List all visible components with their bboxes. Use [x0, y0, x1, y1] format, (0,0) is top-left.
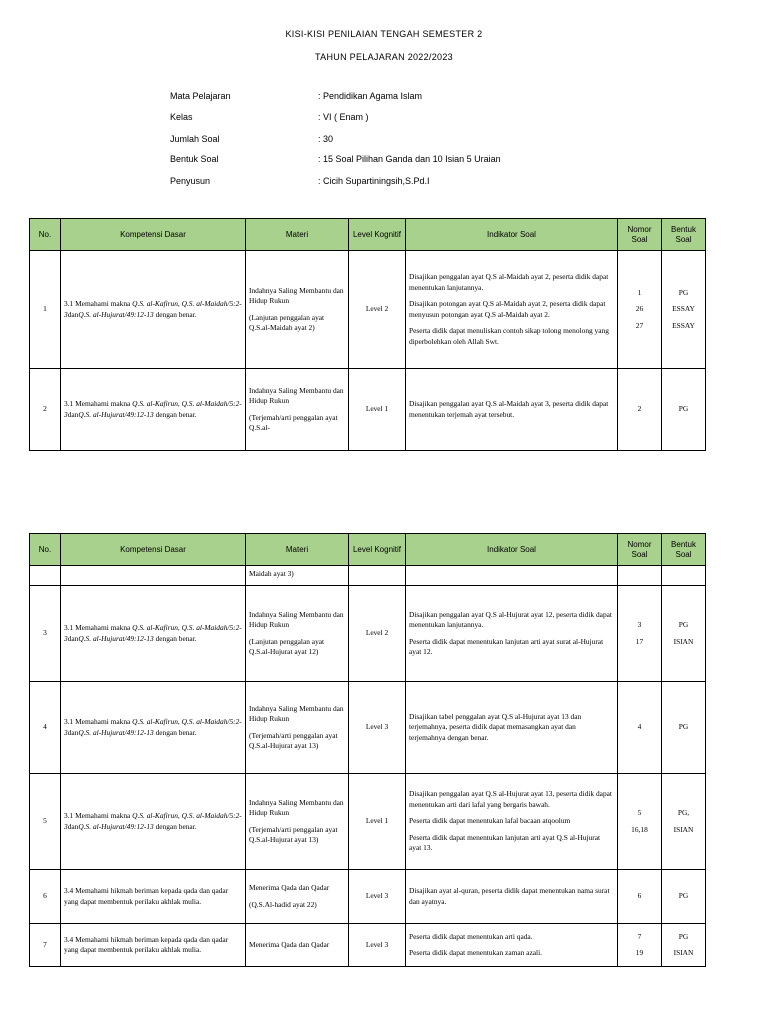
nomor-soal: 7 19 — [618, 924, 662, 967]
col-header-nomor: Nomor Soal — [618, 219, 662, 251]
col-header-kompetensi: Kompetensi Dasar — [61, 219, 246, 251]
kompetensi-dasar: 3.4 Memahami hikmah beriman kepada qada dan qadar yang dapat membentuk perilaku akhlak mulia. — [61, 870, 246, 924]
materi: Maidah ayat 3) — [246, 566, 349, 586]
meta-value-subject: : Pendidikan Agama Islam — [318, 91, 423, 101]
nomor-soal: 2 — [618, 369, 662, 451]
bentuk-soal: PG — [662, 369, 706, 451]
bentuk-soal: PG — [662, 870, 706, 924]
col-header-bentuk: Bentuk Soal — [662, 534, 706, 566]
table-row — [30, 251, 706, 369]
indikator-soal: Disajikan tabel penggalan ayat Q.S al-Hujurat ayat 13 dan terjemahnya, peserta didik dapat memasangkan ayat dan terjemahnya dengan benar. — [406, 682, 618, 774]
meta-label-count: Jumlah Soal — [170, 134, 220, 144]
table-row — [30, 774, 706, 870]
col-header-level: Level Kognitif — [349, 534, 406, 566]
table-row — [30, 870, 706, 924]
table-row-continuation — [30, 566, 706, 586]
table-row — [30, 924, 706, 967]
row-number: 6 — [30, 870, 61, 924]
col-header-bentuk: Bentuk Soal — [662, 219, 706, 251]
col-header-materi: Materi — [246, 219, 349, 251]
meta-label-class: Kelas — [170, 112, 193, 122]
col-header-indikator: Indikator Soal — [406, 219, 618, 251]
meta-value-count: : 30 — [318, 134, 334, 144]
row-number: 7 — [30, 924, 61, 967]
level-kognitif: Level 2 — [349, 251, 406, 369]
indikator-soal: Disajikan penggalan ayat Q.S al-Maidah ayat 2, peserta didik dapat menentukan lanjutannya. Disajikan potongan ayat Q.S al-Maidah ayat 2, peserta didik dapat menyusun potongan ayat Q.S al-Maidah ayat 2. Peserta didik dapat menuliskan contoh sikap tolong menolong yang diperbolehkan oleh Allah Swt. — [406, 251, 618, 369]
level-kognitif: Level 3 — [349, 870, 406, 924]
col-header-no: No. — [30, 534, 61, 566]
nomor-soal: 3 17 — [618, 586, 662, 682]
meta-value-form: : 15 Soal Pilihan Ganda dan 10 Isian 5 Uraian — [318, 154, 501, 164]
materi: Indahnya Saling Membantu dan Hidup Rukun (Terjemah/arti penggalan ayat Q.S.al-Hujurat ayat 13) — [246, 682, 349, 774]
meta-value-author: : Cicih Supartiningsih,S.Pd.I — [318, 176, 430, 186]
col-header-materi: Materi — [246, 534, 349, 566]
document-subtitle: TAHUN PELAJARAN 2022/2023 — [315, 52, 453, 62]
materi: Menerima Qada dan Qadar — [246, 924, 349, 967]
materi: Indahnya Saling Membantu dan Hidup Rukun (Terjemah/arti penggalan ayat Q.S.al- — [246, 369, 349, 451]
level-kognitif: Level 3 — [349, 682, 406, 774]
bentuk-soal: PG ESSAY ESSAY — [662, 251, 706, 369]
col-header-nomor: Nomor Soal — [618, 534, 662, 566]
kompetensi-dasar: 3.1 Memahami makna Q.S. al-Kafirun, Q.S. al-Maidah/5:2-3danQ.S. al-Hujurat/49:12-13 dengan benar. — [61, 682, 246, 774]
bentuk-soal: PG ISIAN — [662, 924, 706, 967]
table-row — [30, 369, 706, 451]
level-kognitif: Level 3 — [349, 924, 406, 967]
kompetensi-dasar: 3.1 Memahami makna Q.S. al-Kafirun, Q.S. al-Maidah/5:2-3danQ.S. al-Hujurat/49:12-13 dengan benar. — [61, 369, 246, 451]
table-row — [30, 682, 706, 774]
row-number: 2 — [30, 369, 61, 451]
materi: Indahnya Saling Membantu dan Hidup Rukun (Lanjutan penggalan ayat Q.S.al-Maidah ayat 2) — [246, 251, 349, 369]
materi: Indahnya Saling Membantu dan Hidup Rukun (Lanjutan penggalan ayat Q.S.al-Hujurat ayat 12) — [246, 586, 349, 682]
indikator-soal: Peserta didik dapat menentukan arti qada. Peserta didik dapat menentukan zaman azali. — [406, 924, 618, 967]
meta-label-author: Penyusun — [170, 176, 211, 186]
col-header-indikator: Indikator Soal — [406, 534, 618, 566]
row-number: 5 — [30, 774, 61, 870]
row-number: 4 — [30, 682, 61, 774]
meta-value-class: : VI ( Enam ) — [318, 112, 369, 122]
indikator-soal: Disajikan ayat al-quran, peserta didik dapat menentukan nama surat dan ayatnya. — [406, 870, 618, 924]
bentuk-soal: PG ISIAN — [662, 586, 706, 682]
col-header-kompetensi: Kompetensi Dasar — [61, 534, 246, 566]
bentuk-soal: PG — [662, 682, 706, 774]
table-row — [30, 586, 706, 682]
level-kognitif: Level 1 — [349, 369, 406, 451]
row-number: 1 — [30, 251, 61, 369]
col-header-no: No. — [30, 219, 61, 251]
indikator-soal: Disajikan penggalan ayat Q.S al-Hujurat ayat 12, peserta didik dapat menentukan lanjutannya. Peserta didik dapat menentukan lanjutan arti ayat surat al-Hujurat ayat 12. — [406, 586, 618, 682]
indikator-soal: Disajikan penggalan ayat Q.S al-Maidah ayat 3, peserta didik dapat menentukan terjemah ayat tersebut. — [406, 369, 618, 451]
nomor-soal: 5 16,18 — [618, 774, 662, 870]
table-header — [30, 534, 706, 566]
meta-label-subject: Mata Pelajaran — [170, 91, 231, 101]
meta-label-form: Bentuk Soal — [170, 154, 219, 164]
materi: Indahnya Saling Membantu dan Hidup Rukun (Terjemah/arti penggalan ayat Q.S.al-Hujurat ayat 13) — [246, 774, 349, 870]
nomor-soal: 6 — [618, 870, 662, 924]
kompetensi-dasar: 3.4 Memahami hikmah beriman kepada qada dan qadar yang dapat membentuk perilaku akhlak mulia. — [61, 924, 246, 967]
table-header — [30, 219, 706, 251]
kompetensi-dasar: 3.1 Memahami makna Q.S. al-Kafirun, Q.S. al-Maidah/5:2-3danQ.S. al-Hujurat/49:12-13 dengan benar. — [61, 586, 246, 682]
materi: Menerima Qada dan Qadar (Q.S.Al-hadid ayat 22) — [246, 870, 349, 924]
document-title: KISI-KISI PENILAIAN TENGAH SEMESTER 2 — [285, 29, 483, 39]
bentuk-soal: PG, ISIAN — [662, 774, 706, 870]
nomor-soal: 4 — [618, 682, 662, 774]
level-kognitif: Level 2 — [349, 586, 406, 682]
col-header-level: Level Kognitif — [349, 219, 406, 251]
kompetensi-dasar: 3.1 Memahami makna Q.S. al-Kafirun, Q.S. al-Maidah/5:2-3danQ.S. al-Hujurat/49:12-13 dengan benar. — [61, 774, 246, 870]
kisi-table-1 — [29, 218, 706, 451]
level-kognitif: Level 1 — [349, 774, 406, 870]
kisi-table-2 — [29, 533, 706, 967]
nomor-soal: 1 26 27 — [618, 251, 662, 369]
indikator-soal: Disajikan penggalan ayat Q.S al-Hujurat ayat 13, peserta didik dapat menentukan arti dari lafal yang bergaris bawah. Peserta didik dapat menentukan lafal bacaan atqoolum Peserta didik dapat menentukan lanjutan arti ayat Q.S al-Hujurat ayat 13. — [406, 774, 618, 870]
row-number: 3 — [30, 586, 61, 682]
kompetensi-dasar: 3.1 Memahami makna Q.S. al-Kafirun, Q.S. al-Maidah/5:2-3danQ.S. al-Hujurat/49:12-13 dengan benar. — [61, 251, 246, 369]
